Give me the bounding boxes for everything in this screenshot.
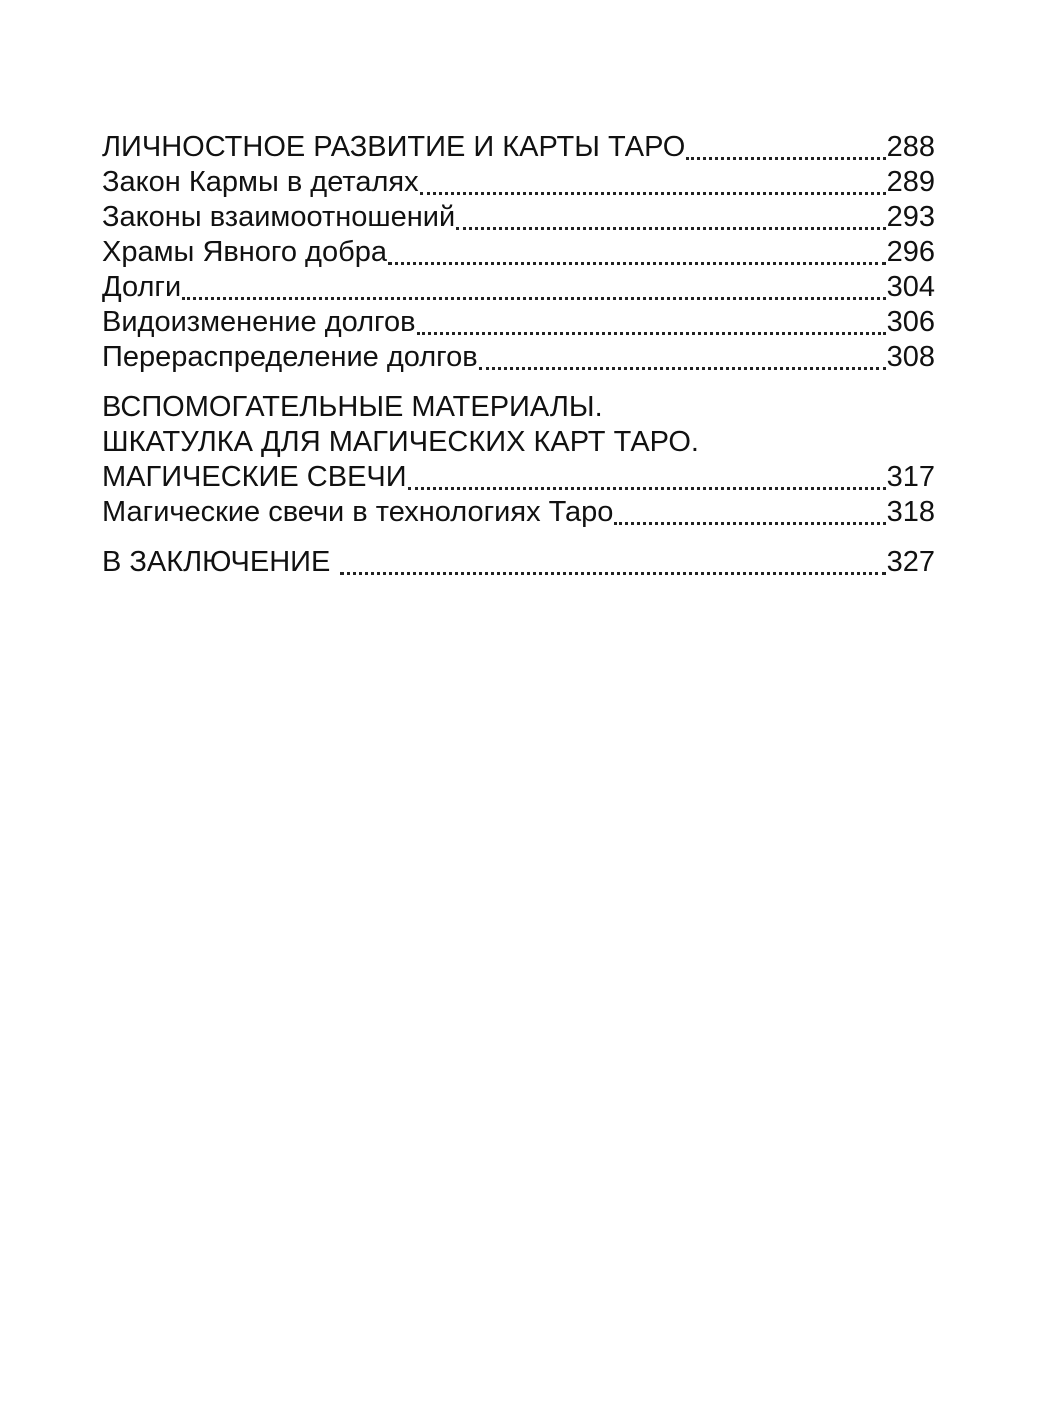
section-spacer bbox=[102, 530, 935, 545]
toc-entry-page: 289 bbox=[886, 166, 935, 198]
toc-section-conclusion bbox=[102, 545, 935, 580]
toc-entry-heading bbox=[102, 460, 935, 495]
toc-entry bbox=[102, 305, 935, 340]
toc-entry-title: Видоизменение долгов bbox=[102, 306, 416, 338]
toc-entry bbox=[102, 235, 935, 270]
dot-leader bbox=[408, 483, 886, 490]
toc-entry-title: МАГИЧЕСКИЕ СВЕЧИ bbox=[102, 461, 407, 493]
toc-entry-page: 306 bbox=[886, 306, 935, 338]
toc-entry-heading bbox=[102, 130, 935, 165]
toc-entry bbox=[102, 200, 935, 235]
toc-entry-page: 288 bbox=[886, 131, 935, 163]
toc-entry-page: 327 bbox=[886, 546, 935, 578]
dot-leader bbox=[340, 568, 885, 575]
dot-leader bbox=[479, 363, 886, 370]
toc-entry-page: 293 bbox=[886, 201, 935, 233]
toc-entry-title: Законы взаимоотношений bbox=[102, 201, 456, 233]
toc-entry-page: 304 bbox=[886, 271, 935, 303]
toc-entry-title: Перераспределение долгов bbox=[102, 341, 478, 373]
toc-entry bbox=[102, 165, 935, 200]
toc-entry-title: В ЗАКЛЮЧЕНИЕ bbox=[102, 546, 331, 578]
dot-leader bbox=[417, 328, 886, 335]
toc-entry-page: 296 bbox=[886, 236, 935, 268]
toc-entry-title: Закон Кармы в деталях bbox=[102, 166, 419, 198]
toc-entry-title: Магические свечи в технологиях Таро bbox=[102, 496, 614, 528]
toc-entry bbox=[102, 495, 935, 530]
dot-leader bbox=[388, 258, 886, 265]
dot-leader bbox=[182, 293, 885, 300]
toc-entry-title: Храмы Явного добра bbox=[102, 236, 387, 268]
toc-entry-title: ЛИЧНОСТНОЕ РАЗВИТИЕ И КАРТЫ ТАРО bbox=[102, 131, 686, 163]
toc-entry-title: Долги bbox=[102, 271, 182, 303]
dot-leader bbox=[456, 223, 885, 230]
toc-heading-line: ВСПОМОГАТЕЛЬНЫЕ МАТЕРИАЛЫ. bbox=[102, 391, 603, 423]
toc-entry-page: 318 bbox=[886, 496, 935, 528]
toc-entry-page: 308 bbox=[886, 341, 935, 373]
section-spacer bbox=[102, 375, 935, 390]
dot-leader bbox=[686, 153, 885, 160]
toc-heading-line: ШКАТУЛКА ДЛЯ МАГИЧЕСКИХ КАРТ ТАРО. bbox=[102, 426, 699, 458]
dot-leader bbox=[420, 188, 886, 195]
toc-section-personal-development bbox=[102, 130, 935, 375]
toc-entry bbox=[102, 270, 935, 305]
table-of-contents bbox=[102, 130, 935, 580]
toc-entry-page: 317 bbox=[886, 461, 935, 493]
dot-leader bbox=[614, 518, 885, 525]
toc-section-auxiliary-materials bbox=[102, 390, 935, 530]
toc-entry bbox=[102, 340, 935, 375]
toc-entry-heading bbox=[102, 545, 935, 580]
